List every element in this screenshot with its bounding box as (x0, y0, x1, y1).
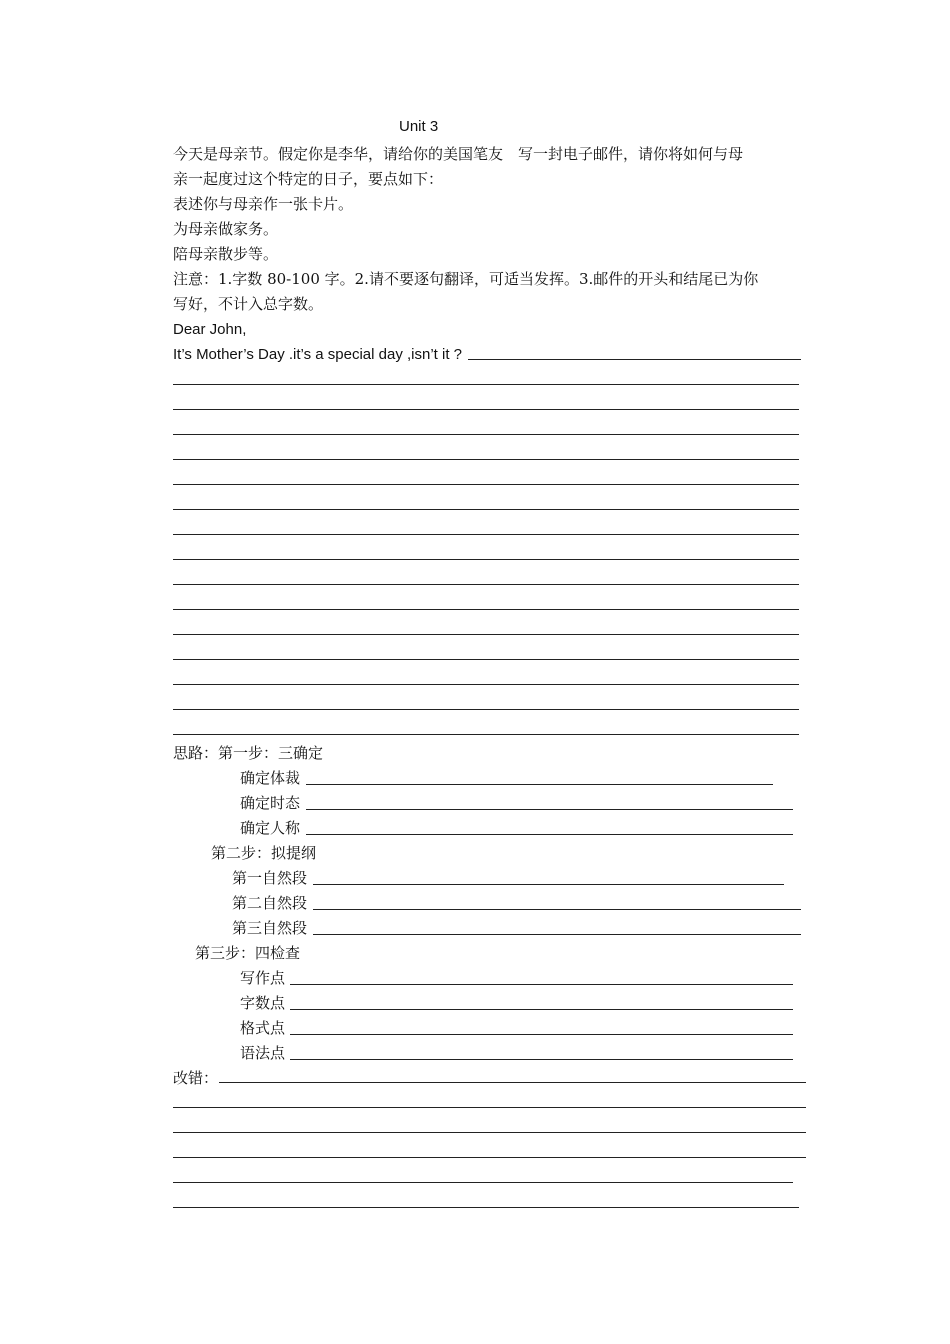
writing-line[interactable] (173, 384, 799, 385)
writing-line[interactable] (173, 509, 799, 510)
writing-line[interactable] (173, 734, 799, 735)
step1-item-tense: 确定时态 (240, 794, 301, 812)
writing-line[interactable] (173, 434, 799, 435)
writing-line[interactable] (173, 609, 799, 610)
writing-line[interactable] (173, 559, 799, 560)
letter-greeting: Dear John, (173, 321, 247, 338)
prompt-note-line-2: 写好，不计入总字数。 (173, 295, 324, 313)
prompt-point-2: 为母亲做家务。 (173, 220, 279, 238)
writing-line[interactable] (173, 409, 799, 410)
step3-grammar-line[interactable] (290, 1059, 793, 1060)
writing-line[interactable] (173, 459, 799, 460)
step2-paragraph-1-line[interactable] (313, 884, 784, 885)
step3-writing-points-line[interactable] (290, 984, 793, 985)
writing-line[interactable] (173, 534, 799, 535)
writing-line[interactable] (173, 709, 799, 710)
correction-line[interactable] (219, 1082, 806, 1083)
step3-item-format: 格式点 (240, 1019, 286, 1037)
prompt-point-1: 表述你与母亲作一张卡片。 (173, 195, 354, 213)
step3-item-grammar: 语法点 (240, 1044, 286, 1062)
step3-item-writing-points: 写作点 (240, 969, 286, 987)
writing-line[interactable] (173, 634, 799, 635)
writing-line[interactable] (173, 484, 799, 485)
prompt-line-2: 亲一起度过这个特定的日子，要点如下： (173, 170, 444, 188)
letter-opening: It’s Mother’s Day .it’s a special day ,isn’t it ? (173, 346, 463, 363)
step2-paragraph-2-line[interactable] (313, 909, 801, 910)
correction-line[interactable] (173, 1132, 806, 1133)
writing-line[interactable] (173, 684, 799, 685)
step1-tense-line[interactable] (306, 809, 793, 810)
step3-format-line[interactable] (290, 1034, 793, 1035)
correction-line[interactable] (173, 1107, 806, 1108)
step3-heading: 第三步：四检查 (195, 944, 301, 962)
correction-line[interactable] (173, 1182, 793, 1183)
prompt-note-line-1: 注意：1.字数 80-100 字。2.请不要逐句翻译，可适当发挥。3.邮件的开头和结尾已为你 (173, 270, 759, 288)
correction-line[interactable] (173, 1157, 806, 1158)
step2-paragraph-3-line[interactable] (313, 934, 801, 935)
outline-heading: 思路：第一步：三确定 (173, 744, 324, 762)
step1-item-person: 确定人称 (240, 819, 301, 837)
step3-word-count-line[interactable] (290, 1009, 793, 1010)
writing-line[interactable] (173, 659, 799, 660)
correction-line[interactable] (173, 1207, 799, 1208)
page-title: Unit 3 (399, 118, 439, 135)
prompt-line-1: 今天是母亲节。假定你是李华，请给你的美国笔友 写一封电子邮件，请你将如何与母 (173, 145, 744, 163)
step2-heading: 第二步：拟提纲 (211, 844, 317, 862)
step1-item-genre: 确定体裁 (240, 769, 301, 787)
writing-line[interactable] (173, 584, 799, 585)
step2-item-paragraph-2: 第二自然段 (232, 894, 308, 912)
prompt-point-3: 陪母亲散步等。 (173, 245, 279, 263)
step1-person-line[interactable] (306, 834, 793, 835)
opening-answer-line[interactable] (468, 359, 801, 360)
step1-genre-line[interactable] (306, 784, 773, 785)
correction-label: 改错： (173, 1069, 219, 1087)
step2-item-paragraph-3: 第三自然段 (232, 919, 308, 937)
step3-item-word-count: 字数点 (240, 994, 286, 1012)
step2-item-paragraph-1: 第一自然段 (232, 869, 308, 887)
